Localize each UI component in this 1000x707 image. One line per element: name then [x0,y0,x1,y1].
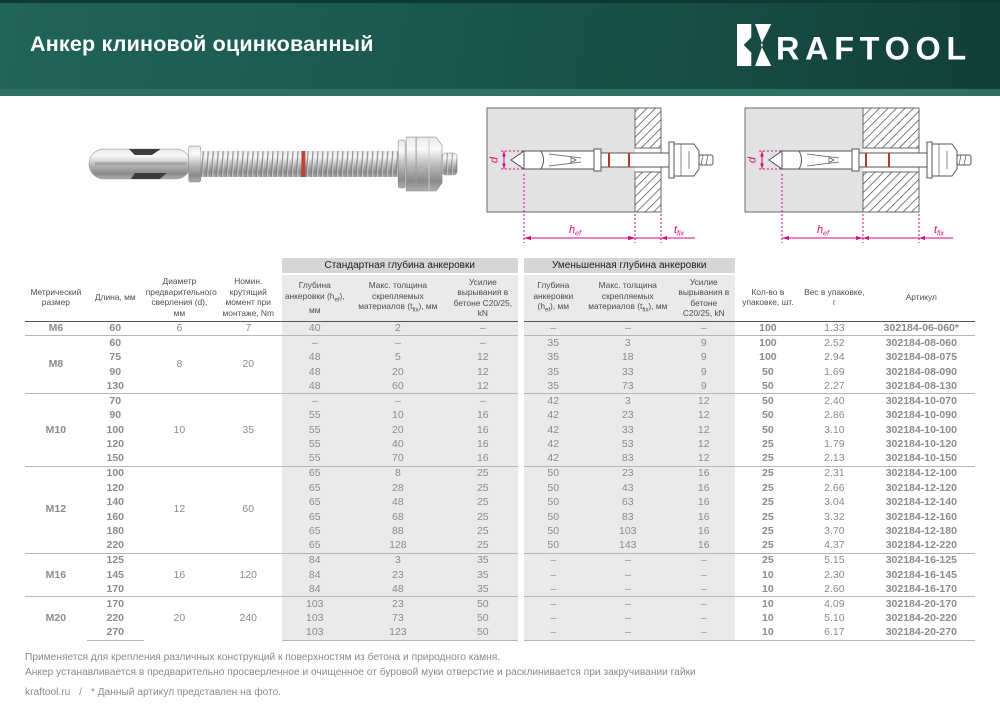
std-depth-cell: 40 [282,321,349,336]
length-cell: 100 [106,423,125,436]
std-pullout-cell: 25 [448,539,521,554]
length-cell: 150 [106,452,125,465]
svg-text:hef: $h_{ef}$ [817,224,829,238]
red-thickness-cell: 83 [583,510,673,525]
weight-per-pack-cell: 1.69 [824,365,845,378]
std-thickness-cell: 5 [348,350,448,365]
article-number-cell: 302184-10-100 [885,423,957,436]
length-cell: 90 [109,409,122,421]
std-pullout-cell: 16 [448,423,521,438]
length-cell: 60 [87,336,144,351]
article-number-cell: 302184-12-100 [868,466,975,481]
std-pullout-cell: 25 [448,524,521,539]
length-cell: 170 [106,582,125,595]
std-thickness-cell: 10 [348,408,448,423]
article-number-cell: 302184-10-090 [885,409,957,421]
std-thickness-cell: 23 [348,568,448,583]
std-thickness-cell: 123 [348,626,448,641]
std-thickness-cell: 2 [348,321,448,336]
col-header-torque: Номин. крутящий момент при монтаже, Nm [215,274,282,321]
std-pullout-cell: 25 [448,510,521,525]
weight-per-pack-cell: 4.09 [801,597,868,612]
weight-per-pack-cell: 5.15 [801,553,868,568]
red-depth-cell: 50 [521,539,583,554]
std-pullout-cell: 16 [448,408,521,423]
red-thickness-cell: 3 [583,394,673,409]
std-pullout-cell: 12 [448,365,521,380]
drill-diameter-cell: 8 [144,336,215,394]
anchor-photo [85,118,460,210]
std-thickness-cell: 8 [348,466,448,481]
footer-notes [25,650,975,700]
std-thickness-cell: 20 [348,365,448,380]
red-depth-cell: 35 [521,379,583,394]
article-number-cell: 302184-06-060* [883,322,959,334]
metric-size-cell: М8 [25,336,87,394]
weight-per-pack-cell: 6.17 [801,626,868,641]
red-pullout-cell: – [673,582,735,597]
std-thickness-cell: 40 [348,437,448,452]
std-thickness-cell: 70 [348,452,448,467]
col-header-std-depth: Глубина анкеровки $(h_{ef})$, мм [282,274,349,321]
anchor-sleeve [89,149,191,179]
std-pullout-cell: 50 [448,611,521,626]
length-cell: 270 [87,626,144,641]
std-pullout-cell: 25 [448,495,521,510]
torque-cell: 60 [215,466,282,553]
table-row [25,553,975,568]
weight-per-pack-cell: 2.66 [824,481,845,494]
weight-per-pack-cell: 2.94 [824,351,845,363]
svg-text:hef: $h_{ef}$ [569,224,581,238]
red-depth-cell: 50 [521,524,583,539]
std-pullout-cell: – [448,336,521,351]
metric-size-cell: М20 [25,597,87,641]
torque-cell: 35 [215,394,282,467]
red-thickness-cell: 143 [583,539,673,554]
col-header-article: Артикул [868,274,975,321]
std-depth-cell: 84 [282,568,349,583]
weight-per-pack-cell: 2.27 [824,379,845,392]
svg-text:tfix: $t_{fix}$ [673,224,685,238]
std-thickness-cell: 88 [348,524,448,539]
red-pullout-cell: – [673,626,735,641]
red-depth-cell: 42 [521,437,583,452]
article-number-cell: 302184-12-160 [885,510,957,523]
std-depth-cell: 65 [282,466,349,481]
weight-per-pack-cell: 3.04 [824,496,845,508]
std-pullout-cell: 25 [448,481,521,496]
length-cell: 180 [106,525,125,537]
weight-per-pack-cell: 3.32 [824,510,845,523]
note-application: Применяется для крепления различных конструкций к поверхностям из бетона и природного камня. [25,651,501,663]
red-pullout-cell: 9 [673,336,735,351]
red-thickness-cell: 3 [583,336,673,351]
red-thickness-cell: – [583,568,673,583]
red-pullout-cell: 16 [673,524,735,539]
metric-size-cell: М6 [48,322,64,334]
std-pullout-cell: 16 [448,437,521,452]
length-cell: 75 [109,351,122,363]
spec-table [25,258,975,641]
table-row [25,321,975,336]
svg-text:d: d [488,156,501,164]
brand-logo-text: RAFTOOL [776,30,972,67]
qty-per-pack-cell: 100 [735,336,802,351]
drill-diameter-cell: 6 [176,322,183,334]
red-pullout-cell: 16 [673,466,735,481]
metric-size-cell: М10 [25,394,87,467]
std-depth-cell: 103 [282,597,349,612]
weight-per-pack-cell: 3.10 [824,423,845,436]
col-header-std-thickness: Макс. толщина скрепляемых материалов $(t_{fix})$, мм [348,274,448,321]
length-cell: 70 [87,394,144,409]
red-pullout-cell: 12 [673,437,735,452]
col-header-length: Длина, мм [87,274,144,321]
length-cell: 90 [109,365,122,378]
red-pullout-cell: – [673,553,735,568]
red-depth-cell: 50 [521,495,583,510]
qty-per-pack-cell: 50 [762,423,774,436]
std-pullout-cell: – [448,394,521,409]
page-title: Анкер клиновой оцинкованный [30,32,374,56]
weight-per-pack-cell: 2.31 [801,466,868,481]
weight-per-pack-cell: 2.40 [801,394,868,409]
install-diagram-standard [483,102,733,254]
red-pullout-cell: 9 [673,365,735,380]
note-installation: Анкер устанавливается в предварительно просверленное и очищенное от буровой муки отверстие и расклинивается при закручивании гайки [25,666,696,678]
qty-per-pack-cell: 25 [762,525,774,537]
std-thickness-cell: 20 [348,423,448,438]
std-depth-cell: 65 [282,539,349,554]
qty-per-pack-cell: 50 [762,409,774,421]
torque-cell: 7 [245,322,252,334]
anchor-stud-tip [442,153,457,175]
article-number-cell: 302184-16-145 [885,568,957,581]
red-depth-cell: 42 [521,452,583,467]
red-pullout-cell: – [673,597,735,612]
length-cell: 100 [87,466,144,481]
std-thickness-cell: – [348,336,448,351]
length-cell: 170 [87,597,144,612]
article-number-cell: 302184-10-150 [885,452,957,465]
weight-per-pack-cell: 4.37 [824,539,845,552]
std-depth-cell: 48 [282,350,349,365]
std-pullout-cell: 12 [448,350,521,365]
photo-footnote: * Данный артикул представлен на фото. [90,686,282,698]
std-pullout-cell: 35 [448,553,521,568]
red-depth-cell: – [521,553,583,568]
red-pullout-cell: 12 [673,408,735,423]
site-url: kraftool.ru [25,686,71,698]
weight-per-pack-cell: 2.30 [824,568,845,581]
article-number-cell: 302184-12-140 [885,496,957,508]
article-number-cell: 302184-20-170 [868,597,975,612]
red-thickness-cell: – [583,597,673,612]
table-row [25,466,975,481]
table-row [25,394,975,409]
red-pullout-cell: 16 [673,539,735,554]
article-number-cell: 302184-08-090 [885,365,957,378]
red-thickness-cell: 103 [583,524,673,539]
col-header-red-depth: Глубина анкеровки $(h_{ef})$, мм [521,274,583,321]
weight-per-pack-cell: 2.52 [801,336,868,351]
qty-per-pack-cell: 100 [759,322,777,334]
std-depth-cell: 55 [282,437,349,452]
length-cell: 120 [106,438,125,450]
std-depth-cell: 84 [282,582,349,597]
qty-per-pack-cell: 25 [762,452,774,465]
red-thickness-cell: 83 [583,452,673,467]
article-number-cell: 302184-16-170 [885,582,957,595]
std-pullout-cell: 35 [448,582,521,597]
weight-per-pack-cell: 2.13 [824,452,845,465]
red-thickness-cell: 63 [583,495,673,510]
red-depth-cell: 50 [521,481,583,496]
std-thickness-cell: 48 [348,495,448,510]
article-number-cell: 302184-16-125 [868,553,975,568]
weight-per-pack-cell: 1.33 [824,322,845,334]
length-cell: 130 [106,379,125,392]
length-cell: 125 [87,553,144,568]
std-pullout-cell: 25 [448,466,521,481]
standard-depth-group-header: Стандартная глубина анкеровки [282,258,521,274]
red-thickness-cell: – [583,321,673,336]
std-thickness-cell: 128 [348,539,448,554]
red-depth-cell: – [521,321,583,336]
qty-per-pack-cell: 25 [735,553,802,568]
red-depth-cell: 50 [521,510,583,525]
depth-mark-red-ring [301,151,305,177]
drill-diameter-cell: 16 [144,553,215,597]
std-depth-cell: – [282,336,349,351]
qty-per-pack-cell: 10 [762,612,774,624]
article-number-cell: 302184-08-130 [885,379,957,392]
std-thickness-cell: 48 [348,582,448,597]
red-thickness-cell: – [583,626,673,641]
col-header-diameter: Диаметр предварительного сверления (d), мм [144,274,215,321]
red-pullout-cell: 16 [673,495,735,510]
std-thickness-cell: 73 [348,611,448,626]
header-bar [0,0,1000,96]
qty-per-pack-cell: 25 [735,466,802,481]
red-thickness-cell: – [583,611,673,626]
red-pullout-cell: 16 [673,481,735,496]
col-header-metric: Метрический размер [25,274,87,321]
length-cell: 120 [106,481,125,494]
std-thickness-cell: 3 [348,553,448,568]
std-thickness-cell: 68 [348,510,448,525]
qty-per-pack-cell: 25 [762,438,774,450]
red-depth-cell: 50 [521,466,583,481]
article-number-cell: 302184-20-270 [868,626,975,641]
red-depth-cell: 35 [521,365,583,380]
qty-per-pack-cell: 10 [762,568,774,581]
kraftool-logo-icon [737,23,975,67]
std-pullout-cell: – [448,321,521,336]
length-cell: 220 [106,612,125,624]
std-depth-cell: 103 [282,611,349,626]
std-depth-cell: 48 [282,379,349,394]
article-number-cell: 302184-12-120 [885,481,957,494]
article-number-cell: 302184-12-180 [885,525,957,537]
red-pullout-cell: – [673,568,735,583]
spec-table-body [25,321,975,640]
qty-per-pack-cell: 25 [762,539,774,552]
reduced-depth-group-header: Уменьшенная глубина анкеровки [521,258,735,274]
article-number-cell: 302184-10-070 [868,394,975,409]
std-pullout-cell: 16 [448,452,521,467]
col-header-std-pullout: Усилие вырывания в бетоне C20/25, kN [448,274,521,321]
red-pullout-cell: 12 [673,452,735,467]
qty-per-pack-cell: 10 [762,582,774,595]
red-thickness-cell: – [583,553,673,568]
article-number-cell: 302184-10-120 [885,438,957,450]
anchor-washer [398,140,405,188]
table-row [25,336,975,351]
red-depth-cell: 42 [521,423,583,438]
site-line [25,685,975,700]
red-thickness-cell: 18 [583,350,673,365]
std-pullout-cell: 50 [448,626,521,641]
red-depth-cell: – [521,597,583,612]
qty-per-pack-cell: 50 [735,394,802,409]
drill-diameter-cell: 10 [144,394,215,467]
red-depth-cell: 35 [521,350,583,365]
article-number-cell: 302184-20-220 [885,612,957,624]
qty-per-pack-cell: 50 [762,365,774,378]
red-pullout-cell: 9 [673,379,735,394]
red-depth-cell: – [521,626,583,641]
std-depth-cell: 65 [282,510,349,525]
red-pullout-cell: 9 [673,350,735,365]
col-header-qty: Кол-во в упаковке, шт. [735,274,802,321]
std-depth-cell: 65 [282,524,349,539]
red-thickness-cell: 23 [583,408,673,423]
std-pullout-cell: 50 [448,597,521,612]
std-thickness-cell: 28 [348,481,448,496]
red-depth-cell: 35 [521,336,583,351]
column-header-row [25,274,975,321]
metric-size-cell: М12 [25,466,87,553]
torque-cell: 20 [215,336,282,394]
svg-text:d: d [746,156,759,164]
red-pullout-cell: – [673,321,735,336]
std-depth-cell: 48 [282,365,349,380]
anchor-collar [189,146,201,182]
red-pullout-cell: – [673,611,735,626]
weight-per-pack-cell: 5.10 [824,612,845,624]
qty-per-pack-cell: 10 [735,626,802,641]
length-cell: 60 [109,322,122,334]
std-pullout-cell: 35 [448,568,521,583]
group-band-row [25,258,975,274]
qty-per-pack-cell: 100 [759,351,777,363]
std-thickness-cell: 60 [348,379,448,394]
qty-per-pack-cell: 10 [735,597,802,612]
red-thickness-cell: 33 [583,365,673,380]
col-header-red-thickness: Макс. толщина скрепляемых материалов $(t_{fix})$, мм [583,274,673,321]
article-number-cell: 302184-12-220 [885,539,957,552]
red-depth-cell: 42 [521,394,583,409]
std-depth-cell: 103 [282,626,349,641]
std-pullout-cell: 12 [448,379,521,394]
red-depth-cell: – [521,582,583,597]
anchor-threaded-shaft [201,151,398,177]
weight-per-pack-cell: 3.70 [824,525,845,537]
qty-per-pack-cell: 50 [762,379,774,392]
std-depth-cell: 65 [282,495,349,510]
red-depth-cell: – [521,611,583,626]
red-pullout-cell: 12 [673,394,735,409]
drill-diameter-cell: 20 [144,597,215,641]
red-depth-cell: – [521,568,583,583]
qty-per-pack-cell: 25 [762,510,774,523]
article-number-cell: 302184-08-060 [868,336,975,351]
torque-cell: 120 [215,553,282,597]
figures-section [0,96,1000,258]
metric-size-cell: М16 [25,553,87,597]
std-depth-cell: – [282,394,349,409]
anchor-nut [406,137,442,191]
red-thickness-cell: 73 [583,379,673,394]
red-thickness-cell: 43 [583,481,673,496]
length-cell: 160 [106,510,125,523]
install-diagram-reduced [741,102,991,254]
length-cell: 220 [106,539,125,552]
std-depth-cell: 55 [282,408,349,423]
std-thickness-cell: 23 [348,597,448,612]
std-thickness-cell: – [348,394,448,409]
length-cell: 140 [106,496,125,508]
torque-cell: 240 [215,597,282,641]
red-thickness-cell: 23 [583,466,673,481]
red-thickness-cell: – [583,582,673,597]
std-depth-cell: 84 [282,553,349,568]
red-pullout-cell: 16 [673,510,735,525]
std-depth-cell: 55 [282,423,349,438]
red-thickness-cell: 53 [583,437,673,452]
article-number-cell: 302184-08-075 [885,351,957,363]
svg-text:tfix: $t_{fix}$ [933,224,945,238]
std-depth-cell: 55 [282,452,349,467]
col-header-weight: Вес в упаковке, г [801,274,868,321]
weight-per-pack-cell: 2.86 [824,409,845,421]
weight-per-pack-cell: 2.60 [824,582,845,595]
std-depth-cell: 65 [282,481,349,496]
col-header-red-pullout: Усилие вырывания в бетоне C20/25, kN [673,274,735,321]
drill-diameter-cell: 12 [144,466,215,553]
weight-per-pack-cell: 1.79 [824,438,845,450]
red-pullout-cell: 12 [673,423,735,438]
table-row [25,597,975,612]
red-thickness-cell: 33 [583,423,673,438]
red-depth-cell: 42 [521,408,583,423]
qty-per-pack-cell: 25 [762,496,774,508]
site-separator: / [79,686,82,698]
qty-per-pack-cell: 25 [762,481,774,494]
length-cell: 145 [106,568,125,581]
